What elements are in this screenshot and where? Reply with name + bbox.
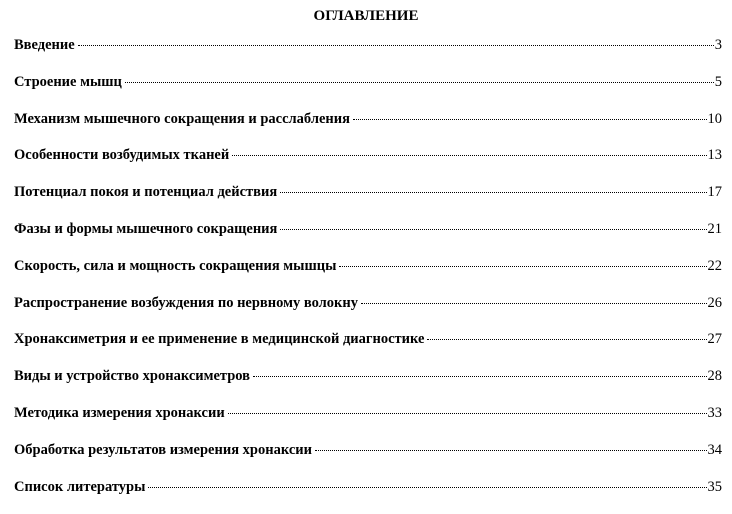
toc-entry-title: Список литературы (14, 478, 146, 495)
toc-entry[interactable] (14, 404, 722, 441)
toc-entry[interactable] (14, 220, 722, 257)
toc-entry[interactable] (14, 146, 722, 183)
dot-leader (361, 302, 707, 304)
toc-page-number: 13 (707, 147, 722, 164)
toc-entry[interactable] (14, 73, 722, 110)
toc-entry-title: Строение мышц (14, 73, 122, 90)
toc-page-number: 21 (707, 220, 722, 237)
toc-entry[interactable] (14, 367, 722, 404)
toc-list (14, 36, 722, 514)
toc-page-number: 34 (707, 441, 722, 458)
toc-page-number: 33 (707, 404, 722, 421)
dot-leader (427, 338, 706, 340)
toc-entry-title: Обработка результатов измерения хронаксии (14, 441, 312, 458)
dot-leader (280, 228, 706, 230)
toc-page-number: 10 (707, 110, 722, 127)
toc-page-number: 17 (707, 184, 722, 201)
dot-leader (353, 118, 707, 120)
toc-entry[interactable] (14, 330, 722, 367)
toc-entry[interactable] (14, 36, 722, 73)
dot-leader (78, 44, 714, 46)
toc-page-number: 22 (707, 257, 722, 274)
toc-entry-title: Механизм мышечного сокращения и расслабления (14, 110, 350, 127)
toc-entry-title: Введение (14, 37, 75, 53)
toc-entry-title: Фазы и формы мышечного сокращения (14, 220, 278, 237)
toc-entry[interactable] (14, 183, 722, 220)
toc-entry-title: Особенности возбудимых тканей (14, 147, 230, 164)
toc-page-number: 27 (707, 331, 722, 348)
toc-page-number: 26 (707, 294, 722, 311)
toc-page-number: 28 (707, 368, 722, 385)
toc-page-number: 35 (707, 478, 722, 495)
dot-leader (228, 412, 707, 414)
toc-page-number: 3 (714, 37, 722, 53)
toc-entry[interactable] (14, 441, 722, 478)
dot-leader (339, 265, 706, 267)
toc-entry[interactable] (14, 478, 722, 514)
toc-heading: ОГЛАВЛЕНИЕ (313, 8, 419, 24)
toc-entry-title: Потенциал покоя и потенциал действия (14, 184, 278, 201)
toc-entry-title: Распространение возбуждения по нервному волокну (14, 294, 358, 311)
toc-entry-title: Скорость, сила и мощность сокращения мышцы (14, 257, 337, 274)
dot-leader (253, 375, 706, 377)
toc-entry-title: Методика измерения хронаксии (14, 404, 225, 421)
dot-leader (148, 486, 706, 488)
toc-entry[interactable] (14, 294, 722, 331)
toc-entry[interactable] (14, 257, 722, 294)
dot-leader (280, 191, 706, 193)
toc-entry-title: Виды и устройство хронаксиметров (14, 368, 251, 385)
dot-leader (232, 154, 706, 156)
dot-leader (315, 449, 707, 451)
toc-entry[interactable] (14, 110, 722, 147)
toc-entry-title: Хронаксиметрия и ее применение в медицинской диагностике (14, 331, 425, 348)
dot-leader (125, 81, 714, 83)
toc-page-number: 5 (714, 73, 722, 90)
